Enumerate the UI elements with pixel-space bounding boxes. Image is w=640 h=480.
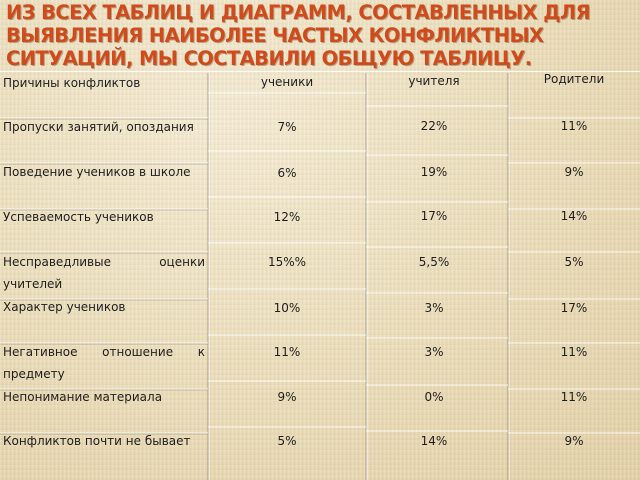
- row-2-parents: 9%: [564, 165, 584, 179]
- row-2-students: 6%: [277, 166, 297, 180]
- slide-title: ИЗ ВСЕХ ТАБЛИЦ И ДИАГРАММ, СОСТАВЛЕННЫХ ДЛЯ ВЫЯВЛЕНИЯ НАИБОЛЕЕ ЧАСТЫХ КОНФЛИКТНЫХ СИТУАЦИЙ, МЫ СОСТАВИЛИ ОБЩУЮ ТАБЛИЦУ.: [6, 1, 591, 70]
- row-4-reason-line2: учителей: [3, 277, 63, 291]
- row-3-teachers: 17%: [420, 209, 448, 223]
- row-5-reason: Характер учеников: [3, 300, 126, 314]
- row-4-teachers: 5,5%: [418, 255, 450, 269]
- row-6-reason: [3, 341, 205, 385]
- row-6-parents: 11%: [560, 345, 588, 359]
- row-7-teachers: 0%: [424, 390, 444, 404]
- row-2-teachers: 19%: [420, 165, 448, 179]
- header-students: ученики: [260, 75, 314, 89]
- row-8-teachers: 14%: [420, 434, 448, 448]
- row-7-reason: Непонимание материала: [3, 390, 163, 404]
- row-1-students: 7%: [277, 120, 297, 134]
- header-reasons: Причины конфликтов: [3, 76, 141, 90]
- row-8-reason: Конфликтов почти не бывает: [3, 434, 191, 448]
- row-3-parents: 14%: [560, 209, 588, 223]
- conflict-table: [0, 71, 640, 480]
- row-2-reason: Поведение учеников в школе: [3, 165, 191, 179]
- row-4-reason: [3, 251, 205, 295]
- header-parents: Родители: [543, 72, 605, 86]
- row-6-reason-line2: предмету: [3, 367, 65, 381]
- row-7-parents: 11%: [560, 390, 588, 404]
- row-5-students: 10%: [273, 301, 301, 315]
- row-8-parents: 9%: [564, 434, 584, 448]
- row-1-parents: 11%: [560, 119, 588, 133]
- row-4-students: 15%%: [267, 255, 307, 269]
- row-6-students: 11%: [273, 345, 301, 359]
- row-1-reason: Пропуски занятий, опоздания: [3, 120, 194, 134]
- row-8-students: 5%: [277, 434, 297, 448]
- row-1-teachers: 22%: [420, 119, 448, 133]
- row-4-parents: 5%: [564, 255, 584, 269]
- row-7-students: 9%: [277, 390, 297, 404]
- header-teachers: учителя: [408, 74, 460, 88]
- row-6-teachers: 3%: [424, 345, 444, 359]
- row-6-reason-line1: Негативное отношение к: [3, 345, 205, 359]
- row-3-students: 12%: [273, 210, 301, 224]
- row-5-parents: 17%: [560, 301, 588, 315]
- row-5-teachers: 3%: [424, 301, 444, 315]
- row-4-reason-line1: Несправедливые оценки: [3, 255, 205, 269]
- row-3-reason: Успеваемость учеников: [3, 210, 154, 224]
